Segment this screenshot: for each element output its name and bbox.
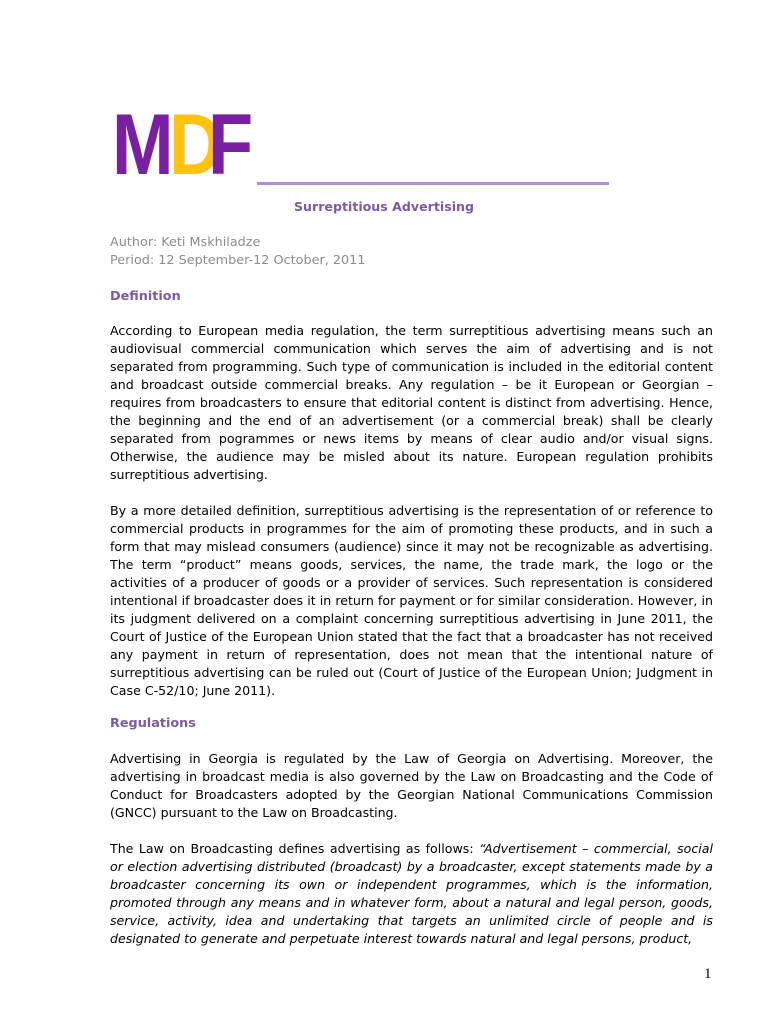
document-title: Surreptitious Advertising [293, 199, 475, 214]
regulations-paragraph-2-lead: The Law on Broadcasting defines advertising as follows: [110, 841, 480, 856]
logo-letter-f: F [207, 97, 246, 193]
regulations-paragraph-2 [110, 840, 713, 948]
logo-letter-d: D [168, 97, 215, 193]
section-heading-definition: Definition [110, 289, 181, 304]
period-line: Period: 12 September-12 October, 2011 [110, 253, 366, 268]
mdf-logo [112, 97, 251, 193]
section-heading-regulations: Regulations [110, 716, 196, 731]
logo-letter-m: M [112, 97, 166, 193]
page-number: 1 [704, 966, 712, 982]
definition-paragraph-1: According to European media regulation, the term surreptitious advertising means such an audiovisual commercial communication which serves the aim of advertising and is not separated from programming. Such type of communication is included in the editorial content and broadcast outside commercial breaks. Any regulation – be it European or Georgian – requires from broadcasters to ensure that editorial content is distinct from advertising. Hence, the beginning and the end of an advertisement (or a commercial break) shall be clearly separated from pogrammes or news items by means of clear audio and/or visual signs. Otherwise, the audience may be misled about its nature. European regulation prohibits surreptitious advertising. [110, 323, 713, 482]
header-rule [257, 182, 609, 185]
regulations-paragraph-1: Advertising in Georgia is regulated by the Law of Georgia on Advertising. Moreover, the advertising in broadcast media is also governed by the Law on Broadcasting and the Code of Conduct for Broadcasters adopted by the Georgian National Communications Commission (GNCC) pursuant to the Law on Broadcasting. [110, 751, 713, 820]
author-line: Author: Keti Mskhiladze [110, 235, 261, 250]
definition-paragraph-2: By a more detailed definition, surreptitious advertising is the representation of or reference to commercial products in programmes for the aim of promoting these products, and in such a form that may mislead consumers (audience) since it may not be recognizable as advertising. The term “product” means goods, services, the name, the trade mark, the logo or the activities of a producer of goods or a provider of services. Such representation is considered intentional if broadcaster does it in return for payment or for similar consideration. However, in its judgment delivered on a complaint concerning surreptitious advertising in June 2011, the Court of Justice of the European Union stated that the fact that a broadcaster has not received any payment in return of representation, does not mean that the intentional nature of surreptitious advertising can be ruled out (Court of Justice of the European Union; Judgment in Case C-52/10; June 2011). [110, 503, 713, 698]
advertisement-definition-quote: “Advertisement – commercial, social or election advertising distributed (broadcast) by a broadcaster, except statements made by a broadcaster concerning its own or independent programmes, which is the information, promoted through any means and in whatever form, about a natural and legal person, goods, service, activity, idea and undertaking that targets an unlimited circle of people and is designated to generate and perpetuate interest towards natural and legal persons, product, [110, 841, 713, 946]
